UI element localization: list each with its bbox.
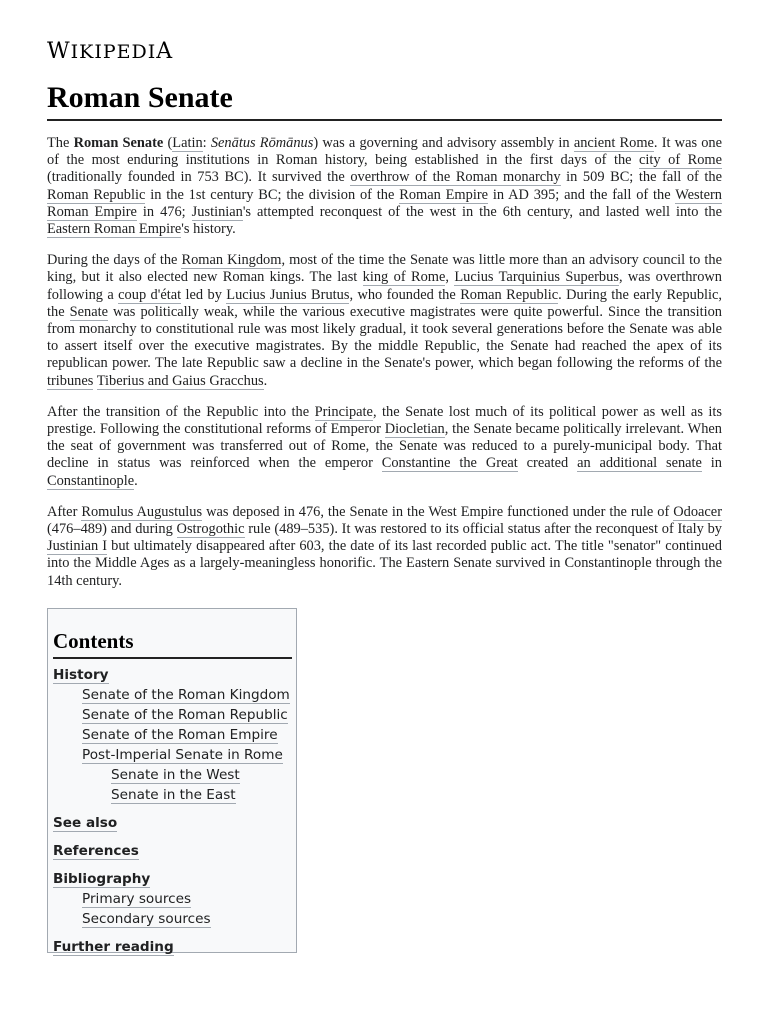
page-title: Roman Senate — [47, 80, 722, 121]
toc-item-primary-sources — [53, 889, 292, 909]
toc-link-bibliography[interactable]: Bibliography — [53, 871, 151, 887]
link-justinian-i[interactable]: Justinian I — [47, 538, 108, 555]
toc-link-senate-of-the-roman-empire[interactable]: Senate of the Roman Empire — [82, 727, 278, 743]
link-tribunes[interactable]: tribunes — [47, 372, 94, 389]
toc-link-senate-of-the-roman-kingdom[interactable]: Senate of the Roman Kingdom — [82, 687, 290, 703]
toc-item-senate-of-the-roman-kingdom — [53, 685, 292, 705]
text-run: During the days of the — [47, 252, 182, 269]
toc-item-references — [53, 841, 292, 861]
text-run: was deposed in 476, the Senate in the West Empire functioned under the rule of — [202, 503, 674, 520]
link-ostrogothic[interactable]: Ostrogothic — [176, 521, 245, 538]
link-city-of-rome[interactable]: city of Rome — [639, 152, 722, 169]
text-run: , was overthrown following a — [47, 269, 723, 303]
link-tiberius-and-gaius-gracchus[interactable]: Tiberius and Gaius Gracchus — [96, 372, 264, 389]
text-run: . — [134, 472, 138, 489]
text-run: (traditionally founded in 753 BC). It survived the — [47, 169, 351, 186]
link-western-roman-empire[interactable]: Western Roman Empire — [47, 186, 722, 220]
text-run: (476–489) and during — [47, 521, 177, 538]
link-an-additional-senate[interactable]: an additional senate — [577, 455, 702, 472]
text-run: After — [47, 503, 82, 520]
toc-item-see-also — [53, 813, 292, 833]
toc-item-senate-of-the-roman-empire — [53, 725, 292, 745]
toc-item-history — [53, 665, 292, 685]
text-run: 's attempted reconquest of the west in the 6th century, and lasted well into the — [242, 203, 722, 220]
text-run: . During the early Republic, the — [47, 286, 723, 320]
latin-name: Senātus Rōmānus — [210, 135, 314, 151]
toc-link-senate-in-the-west[interactable]: Senate in the West — [111, 767, 240, 783]
text-run: , — [445, 269, 455, 286]
link-latin[interactable]: Latin — [172, 135, 203, 151]
wordmark-middle: IKIPEDI — [70, 41, 157, 63]
text-run: in — [701, 455, 722, 472]
text-run: , the Senate lost much of its political power as well as its prestige. Following the constitutional reforms of Emperor — [47, 403, 722, 438]
toc-item-senate-in-the-west — [53, 765, 292, 785]
text-run: led by — [181, 286, 227, 303]
link-eastern-roman-empire[interactable]: Eastern Roman Empire — [47, 221, 182, 238]
toc-item-senate-in-the-east — [53, 785, 292, 805]
toc-link-see-also[interactable]: See also — [53, 815, 118, 831]
text-run: The — [47, 135, 74, 151]
toc-item-further-reading — [53, 937, 292, 957]
link-ancient-rome[interactable]: ancient Rome — [573, 135, 654, 151]
paragraph-1 — [47, 135, 722, 238]
text-run: was politically weak, while the various executive magistrates were quite powerful. Since the transition from monarchy to constitutional rule was most likely gradual, it took several generations before the Senate was able to assert itself over the executive magistrates. By the middle Republic, the Senate had reached the apex of its republican power. The late Republic saw a decline in the Senate's power, which began following the reforms of the — [47, 303, 722, 372]
paragraph-4 — [47, 504, 722, 590]
text-run: : — [202, 135, 211, 151]
text-run: , who founded the — [349, 286, 461, 303]
link-odoacer[interactable]: Odoacer — [673, 503, 722, 520]
text-run: ( — [163, 135, 173, 151]
link-lucius-junius-brutus[interactable]: Lucius Junius Brutus — [226, 286, 350, 303]
link-roman-republic[interactable]: Roman Republic — [460, 286, 559, 303]
link-lucius-tarquinius-superbus[interactable]: Lucius Tarquinius Superbus — [454, 269, 619, 286]
toc-item-bibliography — [53, 869, 292, 889]
toc-item-post-imperial-senate-in-rome — [53, 745, 292, 765]
link-roman-empire[interactable]: Roman Empire — [399, 186, 489, 203]
link-senate[interactable]: Senate — [69, 303, 108, 320]
text-run: 's history. — [181, 221, 236, 238]
toc-link-senate-in-the-east[interactable]: Senate in the East — [111, 787, 236, 803]
link-principate[interactable]: Principate — [314, 403, 373, 420]
bold-term: Roman Senate — [73, 135, 164, 151]
toc-link-references[interactable]: References — [53, 843, 139, 859]
toc-link-further-reading[interactable]: Further reading — [53, 939, 174, 955]
link-roman-kingdom[interactable]: Roman Kingdom — [181, 252, 282, 269]
paragraph-3 — [47, 404, 722, 490]
link-roman-republic[interactable]: Roman Republic — [47, 186, 146, 203]
link-constantinople[interactable]: Constantinople — [47, 472, 135, 489]
text-run: rule (489–535). It was restored to its official status after the reconquest of Italy by — [244, 521, 722, 538]
text-run: created — [517, 455, 578, 472]
text-run: in the 1st century BC; the division of the — [145, 186, 400, 203]
text-run: , the Senate became politically irrelevant. When the seat of government was transferred out of Rome, the Senate was reduced to a purely-municipal body. That decline in status was reinforced when the emperor — [47, 421, 722, 472]
table-of-contents — [47, 608, 297, 953]
text-run: in 476; — [136, 203, 192, 220]
wikipedia-wordmark[interactable] — [47, 40, 722, 64]
link-overthrow-of-the-roman-monarchy[interactable]: overthrow of the Roman monarchy — [350, 169, 561, 186]
text-run: in AD 395; and the fall of the — [488, 186, 676, 203]
text-run: . It was one of the most enduring institutions in Roman history, being established in the first days of the — [47, 135, 723, 169]
toc-item-secondary-sources — [53, 909, 292, 929]
link-diocletian[interactable]: Diocletian — [384, 421, 445, 438]
link-justinian[interactable]: Justinian — [191, 203, 243, 220]
toc-link-secondary-sources[interactable]: Secondary sources — [82, 911, 211, 927]
toc-link-post-imperial-senate-in-rome[interactable]: Post-Imperial Senate in Rome — [82, 747, 283, 763]
toc-item-senate-of-the-roman-republic — [53, 705, 292, 725]
wordmark-final: A — [156, 39, 174, 64]
link-king-of-rome[interactable]: king of Rome — [362, 269, 446, 286]
text-run: . — [263, 372, 268, 389]
text-run: After the transition of the Republic into the — [47, 403, 315, 420]
toc-link-history[interactable]: History — [53, 667, 109, 683]
link-constantine-the-great[interactable]: Constantine the Great — [381, 455, 518, 472]
page — [47, 39, 723, 955]
link-coup-d-etat[interactable]: coup d'état — [118, 286, 182, 303]
link-romulus-augustulus[interactable]: Romulus Augustulus — [81, 503, 203, 520]
toc-link-senate-of-the-roman-republic[interactable]: Senate of the Roman Republic — [82, 707, 288, 723]
toc-link-primary-sources[interactable]: Primary sources — [82, 891, 192, 907]
text-run: in 509 BC; the fall of the — [560, 169, 723, 186]
wordmark-initial: W — [47, 39, 71, 64]
article-body — [47, 135, 722, 590]
text-run: but ultimately disappeared after 603, the date of its last recorded public act. The title "senator" continued into the Middle Ages as a largely-meaningless honorific. The Eastern Senate survived in Constantinople through the 14th century. — [47, 538, 722, 589]
paragraph-2 — [47, 252, 722, 390]
text-run: , most of the time the Senate was little more than an advisory council to the king, but it also elected new Roman kings. The last — [47, 252, 722, 286]
text-run: ) was a governing and advisory assembly in — [313, 135, 574, 151]
toc-list — [53, 665, 292, 957]
toc-title: Contents — [53, 629, 292, 659]
